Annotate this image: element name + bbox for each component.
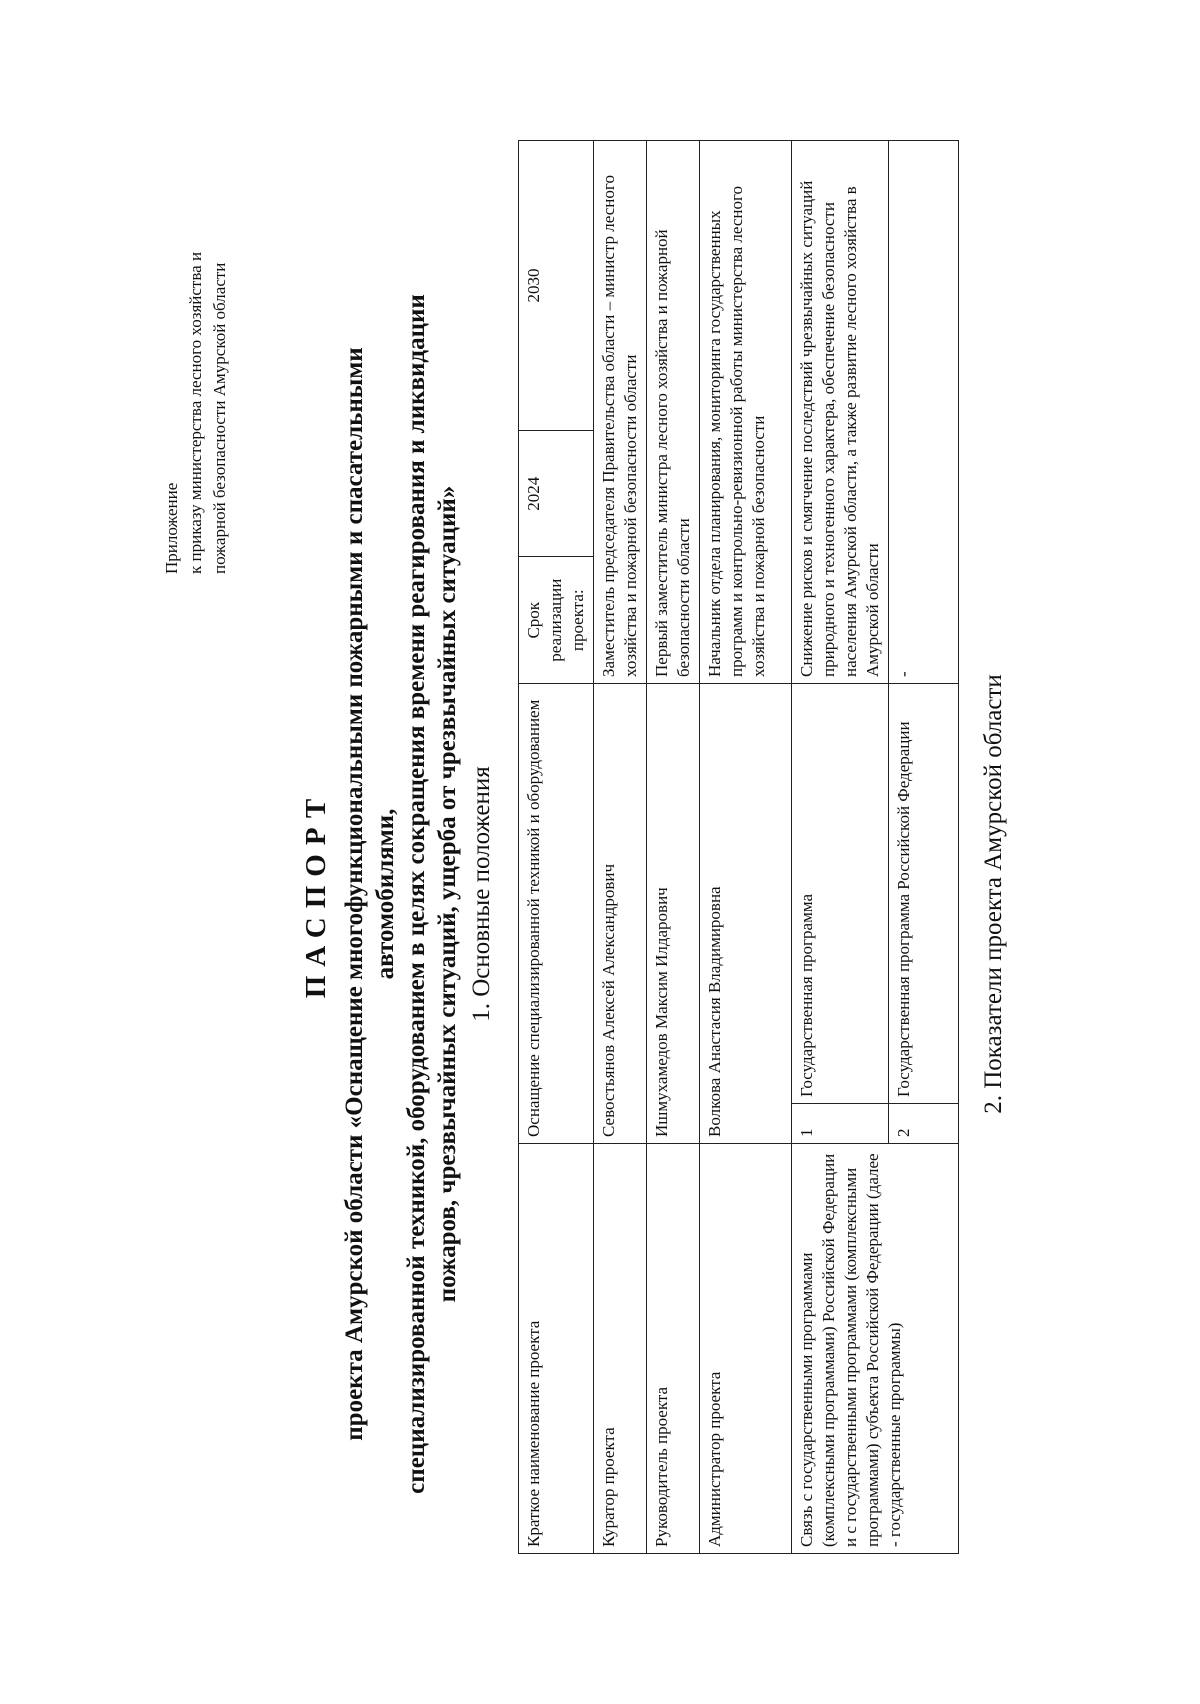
document-title bbox=[300, 274, 463, 1514]
title-line-1: проекта Амурской области «Оснащение многофункциональными пожарными и спасательными автомобилями, bbox=[341, 347, 399, 1441]
table-row bbox=[792, 140, 889, 1553]
program-1-num: 1 bbox=[792, 1104, 889, 1144]
appendix-line-1: Приложение bbox=[162, 482, 181, 574]
section-2-heading: 2. Показатели проекта Амурской области bbox=[980, 674, 1007, 1114]
program-1-name: Государственная программа bbox=[792, 683, 889, 1103]
program-2-description: - bbox=[889, 140, 959, 683]
leader-label: Руководитель проекта bbox=[647, 1144, 700, 1554]
section-1-heading: 1. Основные положения bbox=[468, 766, 495, 1022]
appendix-note bbox=[160, 34, 232, 574]
table-row bbox=[647, 140, 700, 1553]
program-1-description: Снижение рисков и смягчение последствий чрезвычайных ситуаций природного и техногенного характера, обеспечение безопасности населения Амурской области, а также развитие лесного хозяйства в Амурской области bbox=[792, 140, 889, 683]
admin-label: Администратор проекта bbox=[700, 1144, 792, 1554]
program-2-name: Государственная программа Российской Федерации bbox=[889, 683, 959, 1103]
passport-table bbox=[518, 140, 959, 1554]
term-start: 2024 bbox=[524, 476, 543, 511]
short-name-value: Оснащение специализированной техникой и оборудованием bbox=[519, 683, 594, 1143]
term-end: 2030 bbox=[519, 140, 594, 430]
leader-name: Ишмухамедов Максим Илдарович bbox=[647, 683, 700, 1143]
curator-label: Куратор проекта bbox=[594, 1144, 647, 1554]
term-label-text: Срок реализации проекта: bbox=[519, 557, 593, 683]
table-row bbox=[594, 140, 647, 1553]
admin-position: Начальник отдела планирования, мониторинга государственных программ и контрольно-ревизионной работы министерства лесного хозяйства и пожарной безопасности bbox=[700, 140, 792, 683]
table-row bbox=[519, 140, 594, 1553]
title-line-2: специализированной техникой, оборудованием в целях сокращения времени реагирования и ликвидации bbox=[403, 294, 430, 1494]
appendix-line-3: пожарной безопасности Амурской области bbox=[210, 262, 229, 574]
title-line-3: пожаров, чрезвычайных ситуаций, ущерба от чрезвычайных ситуаций» bbox=[434, 485, 461, 1303]
title-passport: ПАСПОРТ bbox=[300, 789, 332, 999]
program-2-num: 2 bbox=[889, 1104, 959, 1144]
appendix-line-2: к приказу министерства лесного хозяйства и bbox=[186, 251, 205, 574]
short-name-label: Краткое наименование проекта bbox=[519, 1144, 594, 1554]
term-label bbox=[519, 430, 594, 683]
curator-name: Севостьянов Алексей Александрович bbox=[594, 683, 647, 1143]
curator-position: Заместитель председателя Правительства области – министр лесного хозяйства и пожарной безопасности области bbox=[594, 140, 647, 683]
leader-position: Первый заместитель министра лесного хозяйства и пожарной безопасности области bbox=[647, 140, 700, 683]
table-row bbox=[700, 140, 792, 1553]
programs-link-label: Связь с государственными программами (комплексными программами) Российской Федерации и с государственными программами (комплексными программами) субъекта Российской Федерации (далее - государственные программы) bbox=[792, 1144, 959, 1554]
admin-name: Волкова Анастасия Владимировна bbox=[700, 683, 792, 1143]
